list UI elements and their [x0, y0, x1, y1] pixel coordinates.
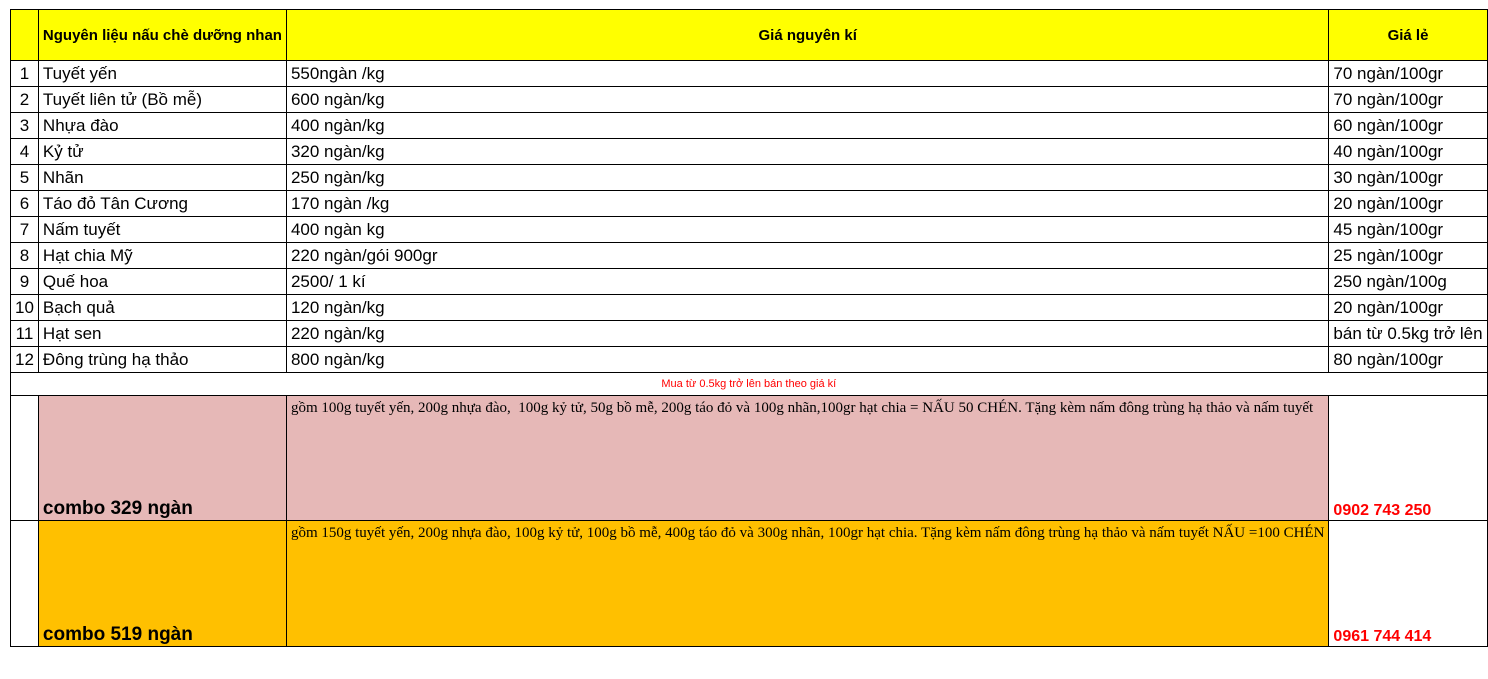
ingredient-name: Bạch quả — [38, 295, 286, 321]
row-number: 3 — [11, 113, 39, 139]
price-per-kg: 320 ngàn/kg — [286, 139, 1328, 165]
price-per-kg: 170 ngàn /kg — [286, 191, 1328, 217]
combo-name: combo 329 ngàn — [38, 396, 286, 521]
header-price-per-kg: Giá nguyên kí — [286, 10, 1328, 61]
price-retail: 250 ngàn/100g — [1329, 269, 1487, 295]
table-row — [11, 347, 1488, 373]
price-retail: 60 ngàn/100gr — [1329, 113, 1487, 139]
table-row — [11, 139, 1488, 165]
ingredient-name: Hạt sen — [38, 321, 286, 347]
combo-row — [11, 521, 1488, 647]
combo-phone: 0961 744 414 — [1329, 521, 1487, 647]
table-row — [11, 191, 1488, 217]
table-row — [11, 269, 1488, 295]
ingredient-name: Tuyết liên tử (Bồ mễ) — [38, 87, 286, 113]
row-number: 11 — [11, 321, 39, 347]
price-per-kg: 550ngàn /kg — [286, 61, 1328, 87]
ingredient-name: Táo đỏ Tân Cương — [38, 191, 286, 217]
price-per-kg: 220 ngàn/gói 900gr — [286, 243, 1328, 269]
combo-row — [11, 396, 1488, 521]
combo-name: combo 519 ngàn — [38, 521, 286, 647]
row-number: 5 — [11, 165, 39, 191]
price-per-kg: 400 ngàn kg — [286, 217, 1328, 243]
ingredient-name: Nhựa đào — [38, 113, 286, 139]
price-retail: 30 ngàn/100gr — [1329, 165, 1487, 191]
combo-phone: 0902 743 250 — [1329, 396, 1487, 521]
price-per-kg: 250 ngàn/kg — [286, 165, 1328, 191]
row-number: 2 — [11, 87, 39, 113]
header-ingredient: Nguyên liệu nấu chè dưỡng nhan — [38, 10, 286, 61]
price-retail: 40 ngàn/100gr — [1329, 139, 1487, 165]
combo-description: gồm 150g tuyết yến, 200g nhựa đào, 100g kỷ tử, 100g bồ mễ, 400g táo đỏ và 300g nhãn, 100gr hạt chia. Tặng kèm nấm đông trùng hạ thảo và nấm tuyết NẤU =100 CHÉN — [286, 521, 1328, 647]
table-row — [11, 295, 1488, 321]
row-number: 8 — [11, 243, 39, 269]
table-row — [11, 165, 1488, 191]
combo-empty-cell — [11, 396, 39, 521]
price-retail: 70 ngàn/100gr — [1329, 87, 1487, 113]
table-row — [11, 61, 1488, 87]
table-row — [11, 113, 1488, 139]
ingredient-name: Nhãn — [38, 165, 286, 191]
price-retail: 20 ngàn/100gr — [1329, 295, 1487, 321]
price-table — [10, 9, 1488, 647]
header-row — [11, 10, 1488, 61]
row-number: 4 — [11, 139, 39, 165]
price-per-kg: 600 ngàn/kg — [286, 87, 1328, 113]
row-number: 10 — [11, 295, 39, 321]
price-retail: 45 ngàn/100gr — [1329, 217, 1487, 243]
price-per-kg: 800 ngàn/kg — [286, 347, 1328, 373]
ingredient-name: Tuyết yến — [38, 61, 286, 87]
table-row — [11, 243, 1488, 269]
price-per-kg: 400 ngàn/kg — [286, 113, 1328, 139]
header-price-retail: Giá lẻ — [1329, 10, 1487, 61]
row-number: 7 — [11, 217, 39, 243]
price-retail: bán từ 0.5kg trở lên — [1329, 321, 1487, 347]
ingredient-name: Nấm tuyết — [38, 217, 286, 243]
ingredient-name: Đông trùng hạ thảo — [38, 347, 286, 373]
price-retail: 80 ngàn/100gr — [1329, 347, 1487, 373]
ingredient-name: Kỷ tử — [38, 139, 286, 165]
table-row — [11, 321, 1488, 347]
combo-empty-cell — [11, 521, 39, 647]
table-row — [11, 87, 1488, 113]
price-per-kg: 120 ngàn/kg — [286, 295, 1328, 321]
bulk-purchase-note: Mua từ 0.5kg trở lên bán theo giá kí — [11, 373, 1488, 396]
table-row — [11, 217, 1488, 243]
price-per-kg: 2500/ 1 kí — [286, 269, 1328, 295]
row-number: 1 — [11, 61, 39, 87]
price-per-kg: 220 ngàn/kg — [286, 321, 1328, 347]
row-number: 12 — [11, 347, 39, 373]
price-retail: 70 ngàn/100gr — [1329, 61, 1487, 87]
note-row — [11, 373, 1488, 396]
price-retail: 25 ngàn/100gr — [1329, 243, 1487, 269]
header-num-cell — [11, 10, 39, 61]
price-retail: 20 ngàn/100gr — [1329, 191, 1487, 217]
ingredient-name: Quế hoa — [38, 269, 286, 295]
ingredient-name: Hạt chia Mỹ — [38, 243, 286, 269]
row-number: 6 — [11, 191, 39, 217]
row-number: 9 — [11, 269, 39, 295]
combo-description: gồm 100g tuyết yến, 200g nhựa đào, 100g kỷ tử, 50g bồ mễ, 200g táo đỏ và 100g nhãn,100gr hạt chia = NẤU 50 CHÉN. Tặng kèm nấm đông trùng hạ thảo và nấm tuyết — [286, 396, 1328, 521]
